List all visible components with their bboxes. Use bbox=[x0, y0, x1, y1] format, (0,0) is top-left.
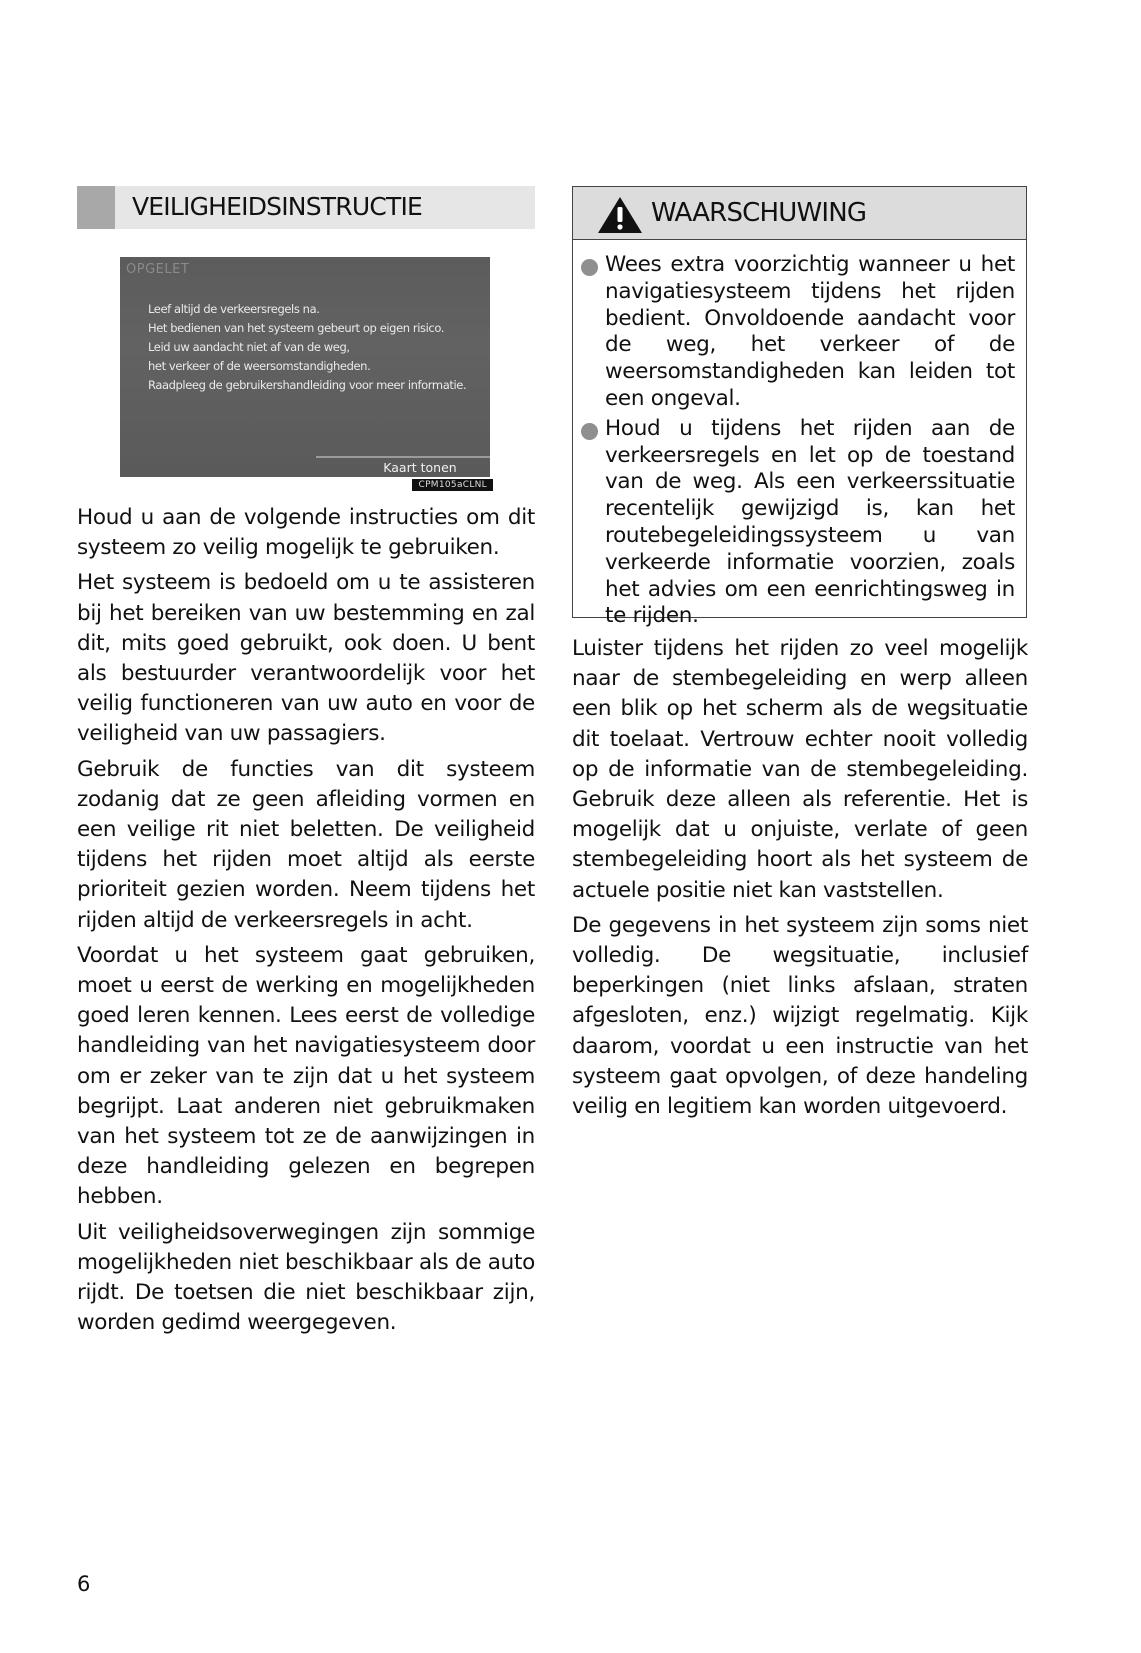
paragraph: Gebruik de functies van dit systeem zodanig dat ze geen afleiding vormen en een veilige rit niet beletten. De veiligheid tijdens het rijden moet altijd als eerste prioriteit gezien worden. Neem tijdens het rijden altijd de verkeersregels in acht. bbox=[77, 756, 535, 933]
figure-code: CPM105aCLNL bbox=[412, 479, 493, 491]
section-header bbox=[77, 186, 535, 229]
right-body-text bbox=[572, 634, 1028, 1122]
screen-message bbox=[148, 300, 466, 395]
left-column bbox=[77, 186, 535, 1343]
screen-line: Leef altijd de verkeersregels na. bbox=[148, 302, 320, 316]
left-body-text bbox=[77, 503, 535, 1338]
warning-bullet bbox=[581, 252, 1015, 413]
paragraph: Het systeem is bedoeld om u te assisteren bij het bereiken van uw bestemming en zal dit, mits goed gebruikt, ook doen. U bent als bestuurder verantwoordelijk voor het veilig functioneren van uw auto en voor de veiligheid van uw passagiers. bbox=[77, 570, 535, 747]
paragraph: Uit veiligheidsoverwegingen zijn sommige mogelijkheden niet beschikbaar als de auto rijdt. De toetsen die niet beschikbaar zijn, worden gedimd weergegeven. bbox=[77, 1219, 535, 1336]
warning-header bbox=[573, 187, 1026, 240]
section-header-marker bbox=[77, 186, 115, 229]
warning-box bbox=[572, 186, 1027, 629]
screen-line: Het bedienen van het systeem gebeurt op eigen risico. bbox=[148, 321, 445, 335]
warning-title: WAARSCHUWING bbox=[651, 198, 867, 228]
bullet-dot-icon bbox=[581, 259, 598, 276]
navigation-screen-image bbox=[120, 257, 490, 490]
warning-triangle-icon bbox=[597, 196, 643, 234]
screen-line: het verkeer of de weersomstandigheden. bbox=[148, 359, 371, 373]
warning-bullet-text: Houd u tijdens het rijden aan de verkeersregels en let op de toestand van de weg. Als een verkeerssituatie recentelijk gewijzigd is, kan het routebegeleidingssysteem u van verkeerde informatie voorzien, zoals het advies om een eenrichtingsweg in te rijden. bbox=[605, 415, 1015, 629]
warning-bullet-text: Wees extra voorzichtig wanneer u het navigatiesysteem tijdens het rijden bedient. Onvoldoende aandacht voor de weg, het verkeer of de weersomstandigheden kan leiden tot een ongeval. bbox=[605, 252, 1015, 411]
show-map-button: Kaart tonen bbox=[383, 460, 457, 475]
warning-body bbox=[573, 240, 1026, 630]
warning-bullet bbox=[581, 416, 1015, 630]
paragraph: Voordat u het systeem gaat gebruiken, moet u eerst de werking en mogelijkheden goed leren kennen. Lees eerst de volledige handleiding van het navigatiesysteem door om er zeker van te zijn dat u het systeem begrijpt. Laat anderen niet gebruikmaken van het systeem tot ze de aanwijzingen in deze handleiding gelezen en begrepen hebben. bbox=[77, 942, 535, 1210]
paragraph: Houd u aan de volgende instructies om dit systeem zo veilig mogelijk te gebruiken. bbox=[77, 505, 535, 561]
paragraph: Luister tijdens het rijden zo veel mogelijk naar de stembegeleiding en werp alleen een blik op het scherm als de wegsituatie dit toelaat. Vertrouw echter nooit volledig op de informatie van de stembegeleiding. Gebruik deze alleen als referentie. Het is mogelijk dat u onjuiste, verlate of geen stembegeleiding hoort als het systeem de actuele positie niet kan vaststellen. bbox=[572, 636, 1028, 903]
section-title: VEILIGHEIDSINSTRUCTIE bbox=[132, 192, 423, 221]
screen-line: Leid uw aandacht niet af van de weg, bbox=[148, 340, 350, 354]
right-column bbox=[572, 186, 1028, 1127]
screen-line: Raadpleeg de gebruikershandleiding voor meer informatie. bbox=[148, 378, 467, 392]
bullet-dot-icon bbox=[581, 423, 598, 440]
screen-figure bbox=[77, 257, 535, 490]
page-number: 6 bbox=[77, 1572, 91, 1596]
paragraph: De gegevens in het systeem zijn soms niet volledig. De wegsituatie, inclusief beperkingen (niet links afslaan, straten afgesloten, enz.) wijzigt regelmatig. Kijk daarom, voordat u een instructie van het systeem gaat opvolgen, of deze handeling veilig en legitiem kan worden uitgevoerd. bbox=[572, 912, 1028, 1120]
screen-title: OPGELET bbox=[126, 262, 190, 277]
